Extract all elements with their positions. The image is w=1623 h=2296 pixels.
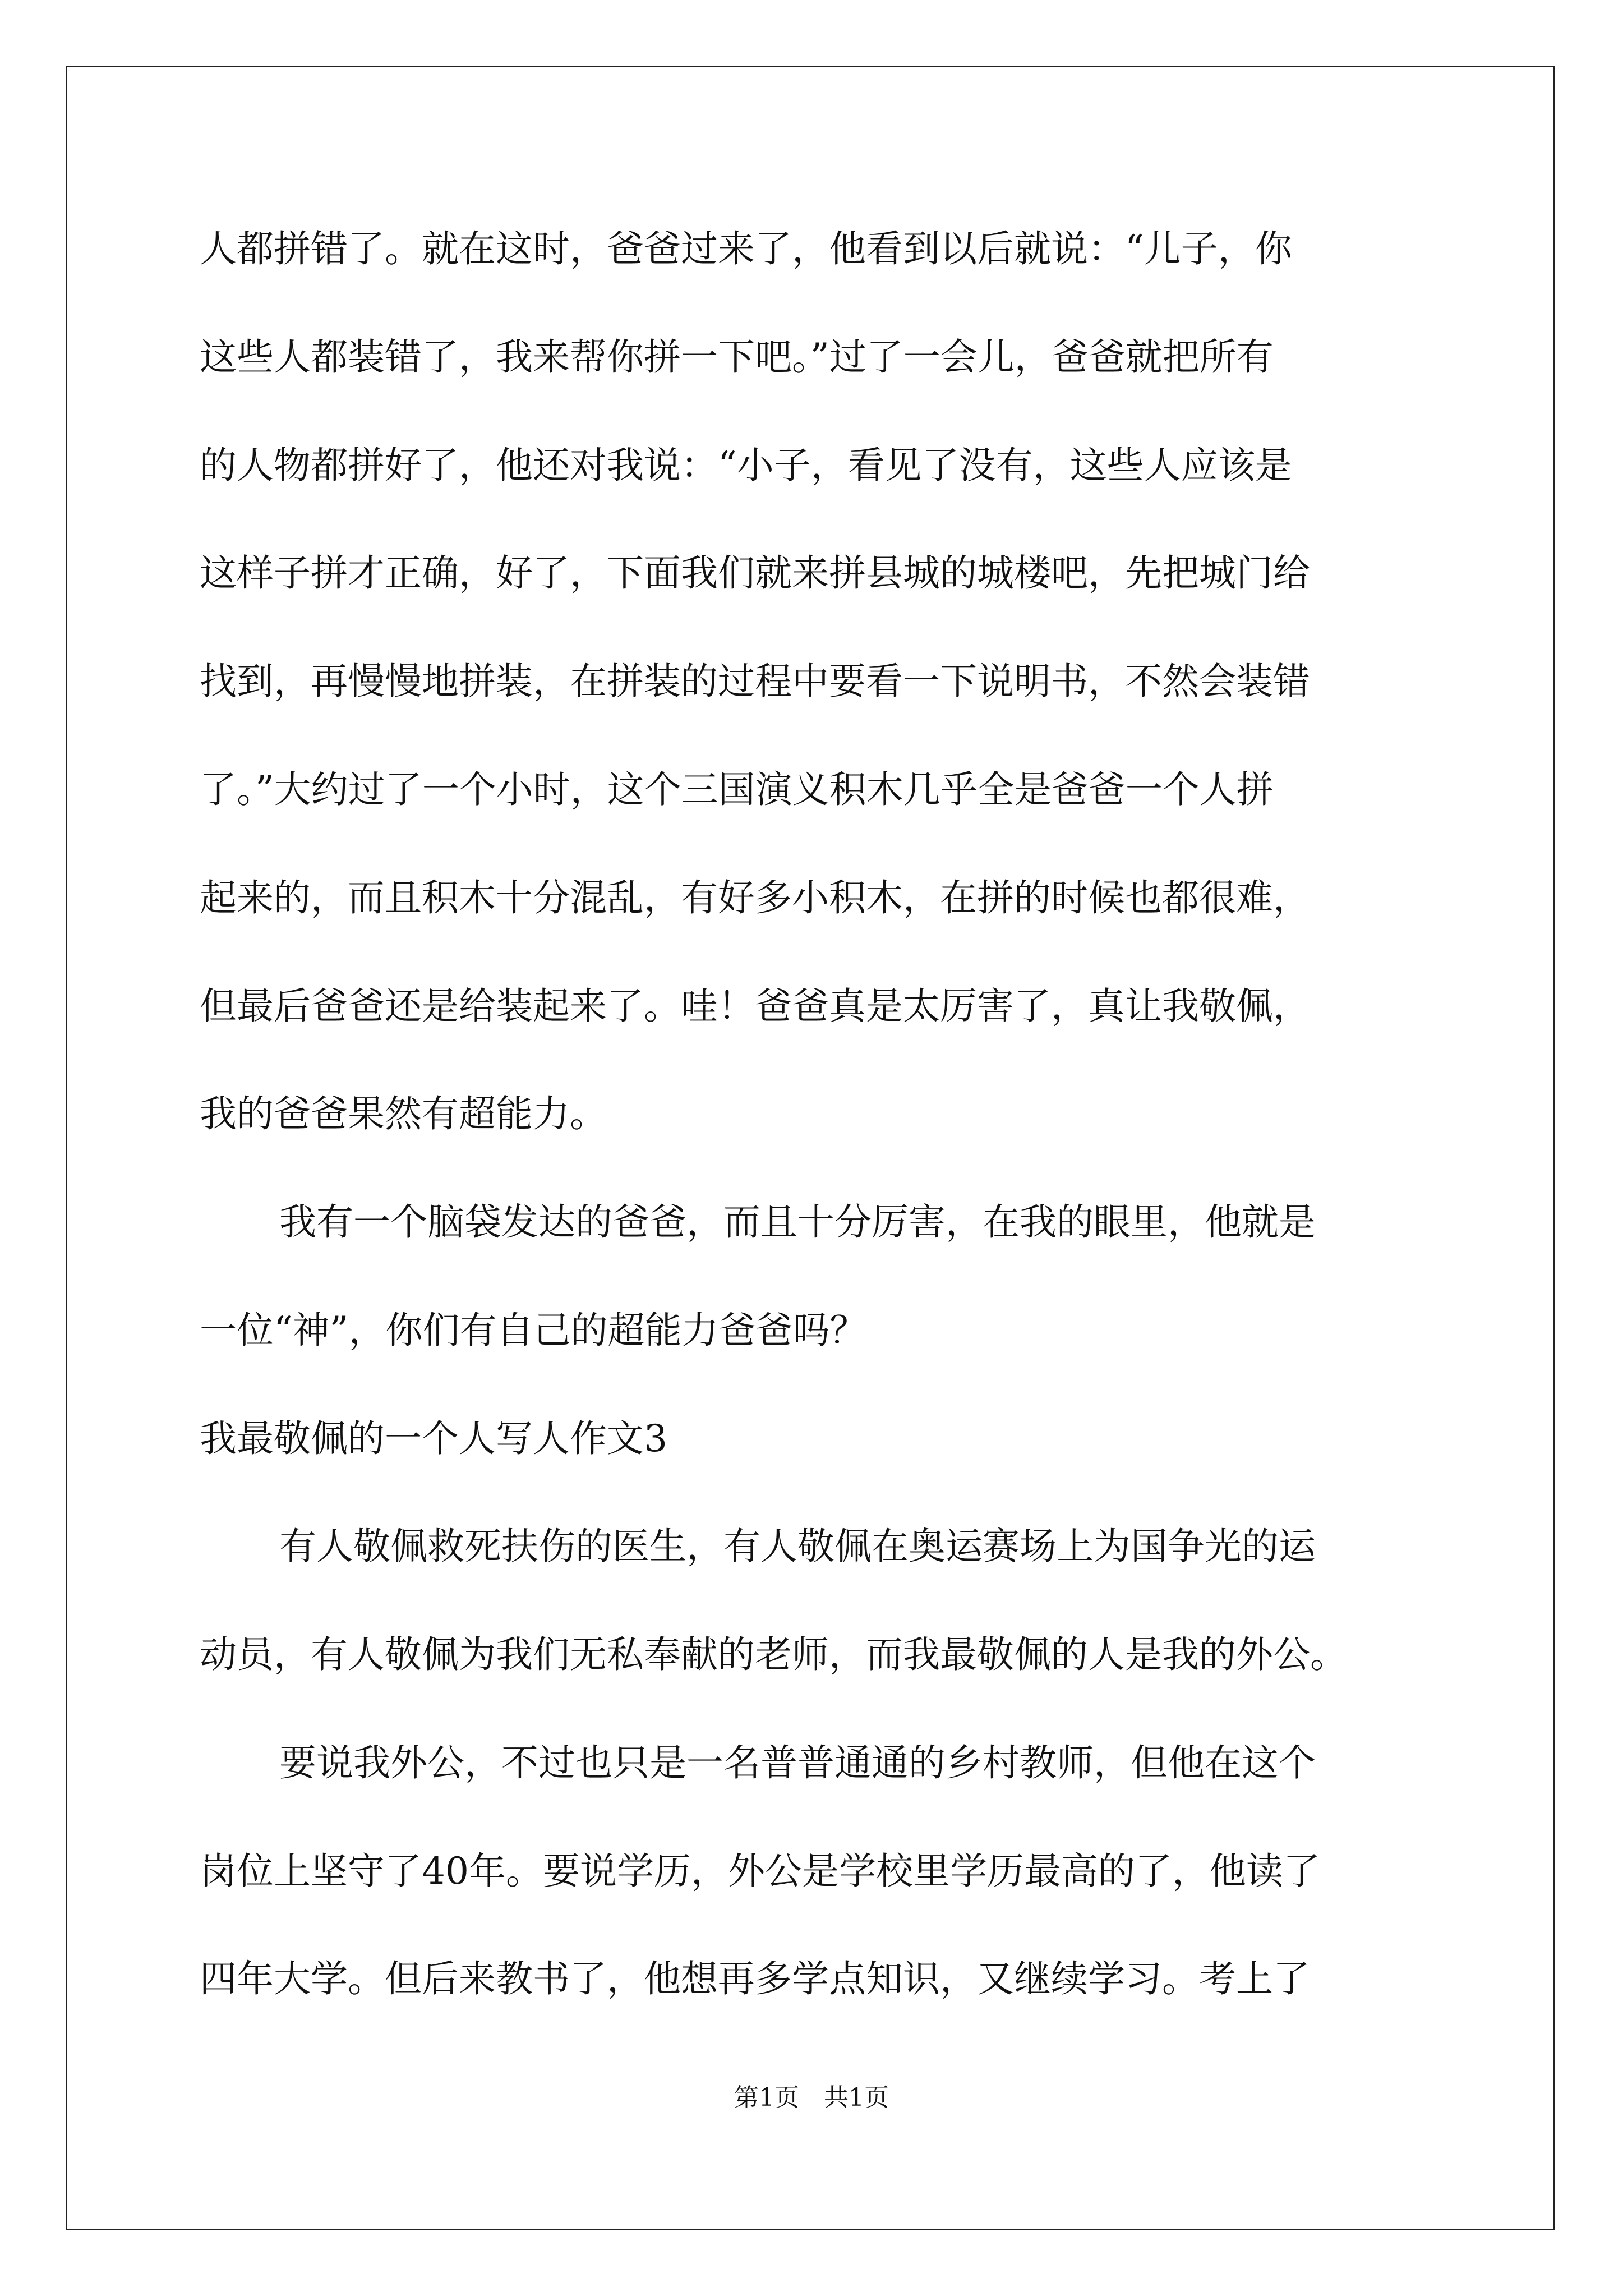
text-line: 这些人都装错了，我来帮你拼一下吧。”过了一会儿，爸爸就把所有 [200, 335, 1274, 379]
text-line: 这样子拼才正确，好了，下面我们就来拼县城的城楼吧，先把城门给 [200, 551, 1310, 595]
text-line: 一位“神”，你们有自己的超能力爸爸吗？ [200, 1309, 867, 1352]
text-line: 了。”大约过了一个小时，这个三国演义积木几乎全是爸爸一个人拼 [200, 768, 1274, 811]
paragraph-first-line: 有人敬佩救死扶伤的医生，有人敬佩在奥运赛场上为国争光的运 [279, 1525, 1316, 1568]
text-line: 岗位上坚守了40年。要说学历，外公是学校里学历最高的了，他读了 [200, 1849, 1320, 1893]
text-line: 找到，再慢慢地拼装，在拼装的过程中要看一下说明书，不然会装错 [200, 660, 1310, 703]
text-line: 的人物都拼好了，他还对我说：“小子，看见了没有，这些人应该是 [200, 444, 1292, 487]
text-line: 我的爸爸果然有超能力。 [200, 1092, 607, 1135]
text-line: 起来的，而且积木十分混乱，有好多小积木，在拼的时候也都很难， [200, 876, 1310, 919]
page-number-footer: 第1页 共1页 [734, 2083, 889, 2112]
text-line: 四年大学。但后来教书了，他想再多学点知识，又继续学习。考上了 [200, 1957, 1310, 2000]
paragraph-first-line: 要说我外公，不过也只是一名普普通通的乡村教师，但他在这个 [279, 1741, 1316, 1784]
paragraph-first-line: 我有一个脑袋发达的爸爸，而且十分厉害，在我的眼里，他就是 [279, 1200, 1316, 1244]
section-heading: 我最敬佩的一个人写人作文3 [200, 1417, 667, 1460]
page-border [66, 66, 1555, 2230]
text-line: 动员，有人敬佩为我们无私奉献的老师，而我最敬佩的人是我的外公。 [200, 1633, 1347, 1676]
text-line: 但最后爸爸还是给装起来了。哇！爸爸真是太厉害了，真让我敬佩， [200, 984, 1310, 1028]
text-line: 人都拼错了。就在这时，爸爸过来了，他看到以后就说：“儿子，你 [200, 227, 1292, 270]
